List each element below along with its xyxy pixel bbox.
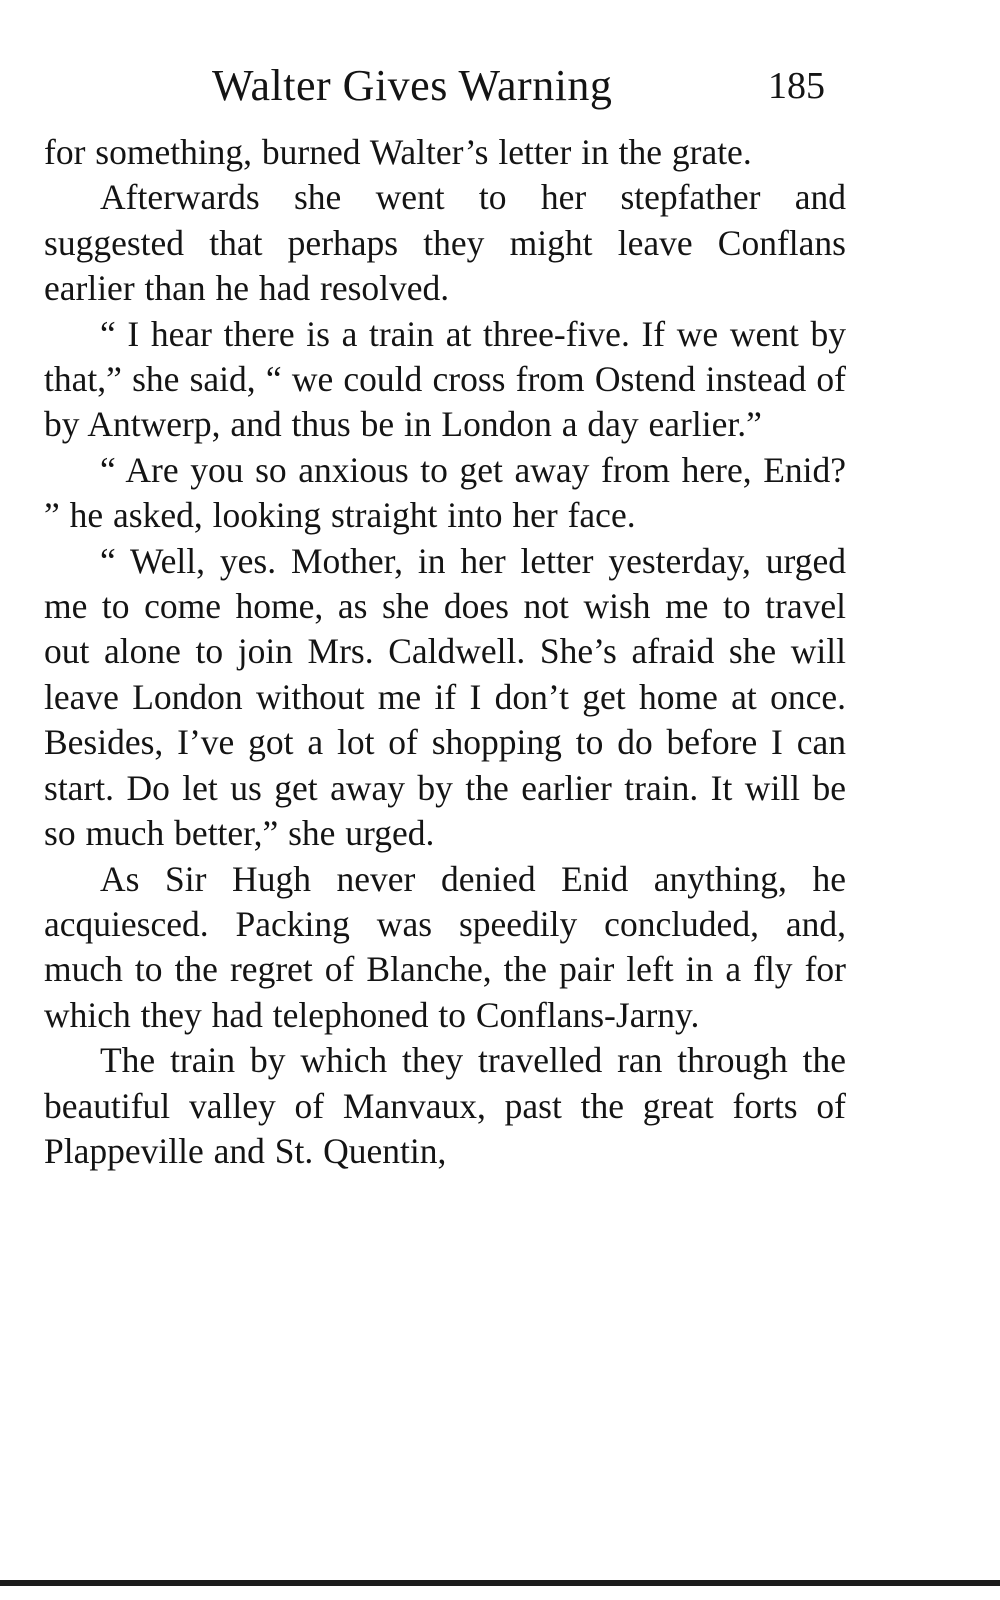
running-head [0,58,1000,114]
page-bottom-edge [0,1580,1000,1586]
running-title: Walter Gives Warning [212,61,613,110]
paragraph: “ Are you so anxious to get away from here, Enid? ” he asked, looking straight into her face. [44,449,846,536]
paragraph: for something, burned Walter’s letter in the grate. [44,132,752,172]
paragraph: Afterwards she went to her stepfather and suggested that perhaps they might leave Conflans earlier than he had resolved. [44,177,846,309]
paragraph: “ I hear there is a train at three-five. If we went by that,” she said, “ we could cross from Ostend instead of by Antwerp, and thus be in London a day earlier.” [44,313,846,445]
paragraph: “ Well, yes. Mother, in her letter yesterday, urged me to come home, as she does not wish me to travel out alone to join Mrs. Caldwell. She’s afraid she will leave London without me if I don’t get home at once. Besides, I’ve got a lot of shopping to do before I can start. Do let us get away by the earlier train. It will be so much better,” she urged. [44,540,846,854]
page-number: 185 [768,65,825,107]
body-text [44,130,846,1174]
paragraph: As Sir Hugh never denied Enid anything, he acquiesced. Packing was speedily concluded, and, much to the regret of Blanche, the pair left in a fly for which they had telephoned to Conflans-Jarny. [44,858,846,1035]
paragraph: The train by which they travelled ran through the beautiful valley of Manvaux, past the great forts of Plappeville and St. Quentin, [44,1040,846,1171]
